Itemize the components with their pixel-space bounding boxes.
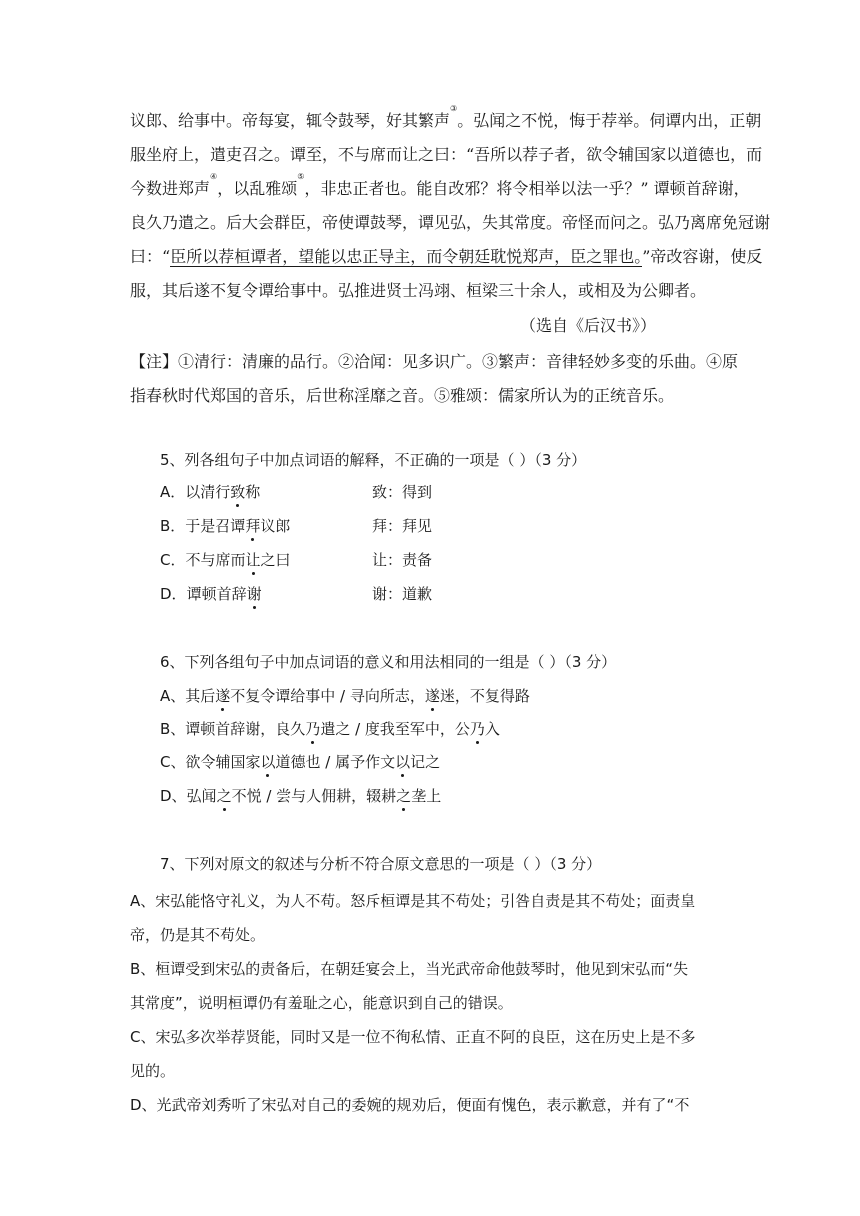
passage-line-6: 服，其后遂不复令谭给事中。弘推进贤士冯翊、桓梁三十余人，或相及为公卿者。 (130, 281, 707, 300)
dotted-word: 之 (396, 787, 412, 805)
underlined-sentence: 臣所以荐桓谭者，望能以忠正导主，而令朝廷耽悦郑声，臣之罪也。 (170, 247, 643, 266)
question-6-option-c: C、欲令辅国家以道德也 / 属予作文以记之 (160, 753, 441, 771)
question-5-option-c: C．不与席而让之曰 让：责备 (160, 551, 433, 569)
question-7-option-b-line-2: 其常度”，说明桓谭仍有羞耻之心，能意识到自己的错误。 (130, 994, 513, 1012)
note-line-1: 【注】①清行：清廉的品行。②洽闻：见多识广。③繁声：音律轻妙多变的乐曲。④原 (130, 352, 739, 371)
option-explanation: 谢：道歉 (372, 585, 433, 603)
option-explanation: 致：得到 (372, 483, 433, 501)
dotted-word: 遂 (424, 687, 440, 705)
footnote-marker-4: ④ (210, 172, 218, 181)
footnote-marker-5: ⑤ (297, 172, 305, 181)
source-citation: （选自《后汉书》） (520, 316, 657, 335)
dotted-word: 让 (245, 551, 261, 569)
question-7-option-c-line-1: C、宋弘多次举荐贤能，同时又是一位不徇私情、正直不阿的良臣，这在历史上是不多 (130, 1028, 696, 1046)
dotted-word: 以 (395, 753, 411, 771)
question-5-option-d: D．谭顿首辞谢 谢：道歉 (160, 585, 433, 603)
passage-line-1: 议郎、给事中。帝每宴，辄令鼓琴，好其繁声③。弘闻之不悦，悔于荐举。伺谭内出，正朝 (130, 104, 762, 130)
question-5-option-a: A．以清行致称 致：得到 (160, 483, 433, 501)
question-7-stem: 7、下列对原文的叙述与分析不符合原文意思的一项是（ ）（3 分） (160, 855, 602, 873)
dotted-word: 乃 (305, 720, 321, 738)
annotation-notes (130, 345, 739, 413)
dotted-word: 之 (216, 787, 232, 805)
option-explanation: 拜：拜见 (372, 517, 433, 535)
passage-line-5: 曰：“臣所以荐桓谭者，望能以忠正导主，而令朝廷耽悦郑声，臣之罪也。”帝改容谢，使反 (130, 247, 763, 266)
dotted-word: 谢 (246, 585, 262, 603)
dotted-word: 乃 (469, 720, 485, 738)
question-6-option-a: A、其后遂不复令谭给事中 / 寻向所志，遂迷，不复得路 (160, 687, 530, 705)
question-6-option-d: D、弘闻之不悦 / 尝与人佣耕，辍耕之垄上 (160, 787, 442, 805)
footnote-marker-3: ③ (450, 104, 458, 113)
option-explanation: 让：责备 (372, 551, 433, 569)
dotted-word: 遂 (215, 687, 231, 705)
note-line-2: 指春秋时代郑国的音乐，后世称淫靡之音。⑤雅颂：儒家所认为的正统音乐。 (130, 386, 675, 405)
question-7-option-c-line-2: 见的。 (130, 1062, 176, 1080)
question-6-stem: 6、下列各组句子中加点词语的意义和用法相同的一组是（ ）（3 分） (160, 653, 617, 671)
passage (130, 104, 771, 308)
question-7-option-a-line-1: A、宋弘能恪守礼义，为人不苟。怒斥桓谭是其不苟处；引咎自责是其不苟处；面责皇 (130, 892, 696, 910)
passage-line-3: 今数进郑声④，以乱雅颂⑤，非忠正者也。能自改邪？将令相举以法一乎？” 谭顿首辞谢， (130, 172, 750, 198)
passage-line-4: 良久乃遣之。后大会群臣，帝使谭鼓琴，谭见弘，失其常度。帝怪而问之。弘乃离席免冠谢 (130, 213, 771, 232)
question-7-option-b-line-1: B、桓谭受到宋弘的责备后，在朝廷宴会上，当光武帝命他鼓琴时，他见到宋弘而“失 (130, 960, 689, 978)
question-5-option-b: B．于是召谭拜议郎 拜：拜见 (160, 517, 433, 535)
question-6-option-b: B、谭顿首辞谢，良久乃遣之 / 度我至军中，公乃入 (160, 720, 500, 738)
dotted-word: 以 (260, 753, 276, 771)
question-7-option-a-line-2: 帝，仍是其不苟处。 (130, 926, 266, 944)
question-7-option-d-line-1: D、光武帝刘秀听了宋弘对自己的委婉的规劝后，便面有愧色，表示歉意，并有了“不 (130, 1096, 690, 1114)
question-7-options (130, 884, 732, 1122)
passage-line-2: 服坐府上，遣吏召之。谭至，不与席而让之曰：“吾所以荐子者，欲令辅国家以道德也，而 (130, 145, 763, 164)
dotted-word: 拜 (245, 517, 261, 535)
dotted-word: 致 (230, 483, 246, 501)
question-5-stem: 5、列各组句子中加点词语的解释，不正确的一项是（ ）（3 分） (160, 451, 587, 469)
